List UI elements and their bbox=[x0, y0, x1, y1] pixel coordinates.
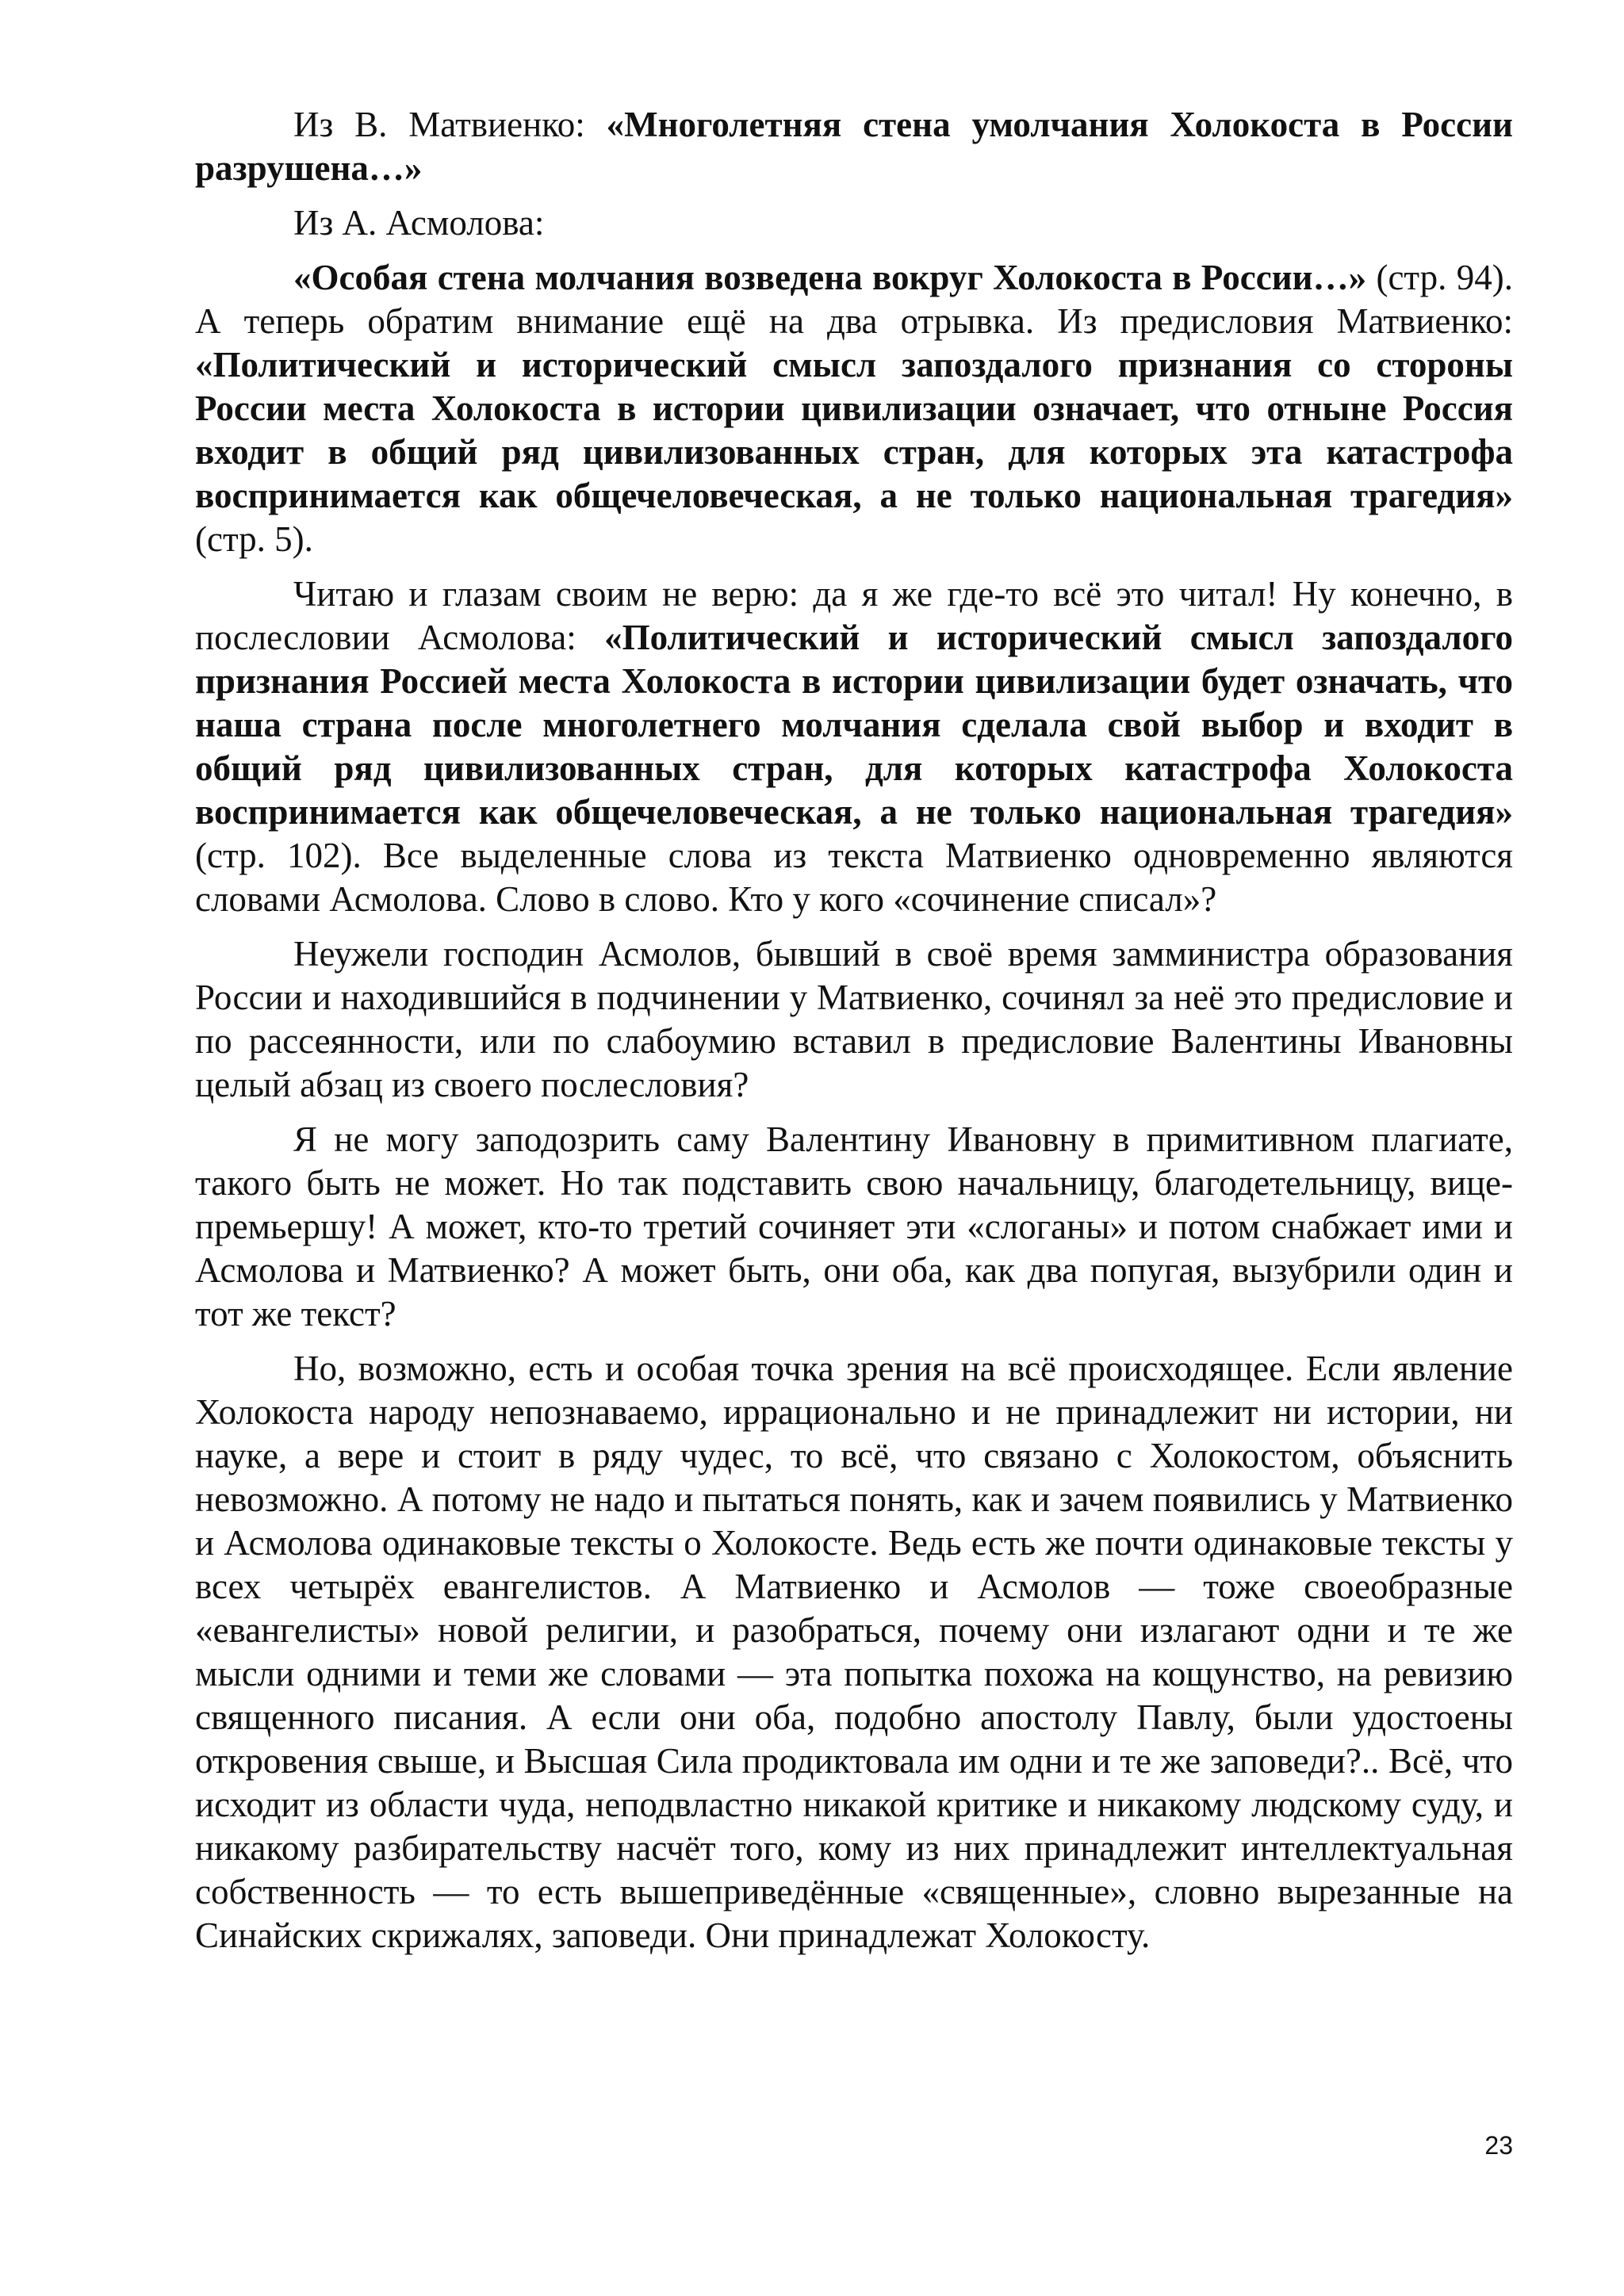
body-text bbox=[195, 103, 1513, 1969]
paragraph-2 bbox=[195, 201, 1513, 245]
paragraph-3 bbox=[195, 256, 1513, 561]
page-number: 23 bbox=[1484, 2131, 1513, 2160]
bold-quote: «Политический и исторический смысл запоздалого признания Россией места Холокоста в истории цивилизации будет означать, что наша страна после многолетнего молчания сделала свой выбор и входит в общий ряд цивилизованных стран, для которых катастрофа Холокоста воспринимается как общечеловеческая, а не только национальная трагедия» bbox=[195, 618, 1513, 832]
run-text: (стр. 5). bbox=[195, 519, 313, 559]
run-text: Из А. Асмолова: bbox=[293, 203, 545, 243]
bold-quote: «Многолетняя стена умолчания Холокоста в России разрушена…» bbox=[195, 105, 1513, 188]
paragraph-7 bbox=[195, 1347, 1513, 1957]
paragraph-6 bbox=[195, 1118, 1513, 1336]
run-text: (стр. 94). А теперь обратим внимание ещё на два отрывка. Из предисловия Матвиенко: bbox=[195, 258, 1513, 341]
bold-quote: «Особая стена молчания возведена вокруг Холокоста в России…» bbox=[293, 258, 1367, 297]
run-text: Из В. Матвиенко: bbox=[293, 105, 607, 144]
bold-quote: «Политический и исторический смысл запоздалого признания со стороны России места Холокоста в истории цивилизации означает, что отныне Россия входит в общий ряд цивилизованных стран, для которых эта катастрофа воспринимается как общечеловеческая, а не только национальная трагедия» bbox=[195, 345, 1513, 515]
paragraph-5 bbox=[195, 932, 1513, 1107]
run-text: Читаю и глазам своим не верю: да я же где-то всё это читал! Ну конечно, в послесловии Асмолова: bbox=[195, 574, 1513, 657]
run-text: (стр. 102). Все выделенные слова из текста Матвиенко одновременно являются словами Асмолова. Слово в слово. Кто у кого «сочинение списал»? bbox=[195, 836, 1513, 919]
run-text: Я не могу заподозрить саму Валентину Ивановну в примитивном плагиате, такого быть не может. Но так подставить свою начальницу, благодетельницу, вице-премьершу! А может, кто-то третий сочиняет эти «слоганы» и потом снабжает ими и Асмолова и Матвиенко? А может быть, они оба, как два попугая, вызубрили один и тот же текст? bbox=[195, 1119, 1513, 1334]
run-text: Неужели господин Асмолов, бывший в своё время замминистра образования России и находившийся в подчинении у Матвиенко, сочинял за неё это предисловие и по рассеянности, или по слабоумию вставил в предисловие Валентины Ивановны целый абзац из своего послесловия? bbox=[195, 934, 1513, 1104]
paragraph-1 bbox=[195, 103, 1513, 190]
paragraph-4 bbox=[195, 572, 1513, 921]
run-text: Но, возможно, есть и особая точка зрения на всё происходящее. Если явление Холокоста народу непознаваемо, иррационально и не принадлежит ни истории, ни науке, а вере и стоит в ряду чудес, то всё, что связано с Холокостом, объяснить невозможно. А потому не надо и пытаться понять, как и зачем появились у Матвиенко и Асмолова одинаковые тексты о Холокосте. Ведь есть же почти одинаковые тексты у всех четырёх евангелистов. А Матвиенко и Асмолов — тоже своеобразные «евангелисты» новой религии, и разобраться, почему они излагают одни и те же мысли одними и теми же словами — эта попытка похожа на кощунство, на ревизию священного писания. А если они оба, подобно апостолу Павлу, были удостоены откровения свыше, и Высшая Сила продиктовала им одни и те же заповеди?.. Всё, что исходит из области чуда, неподвластно никакой критике и никакому людскому суду, и никакому разбирательству насчёт того, кому из них принадлежит интеллектуальная собственность — то есть вышеприведённые «священные», словно вырезанные на Синайских скрижалях, заповеди. Они принадлежат Холокосту. bbox=[195, 1349, 1513, 1955]
